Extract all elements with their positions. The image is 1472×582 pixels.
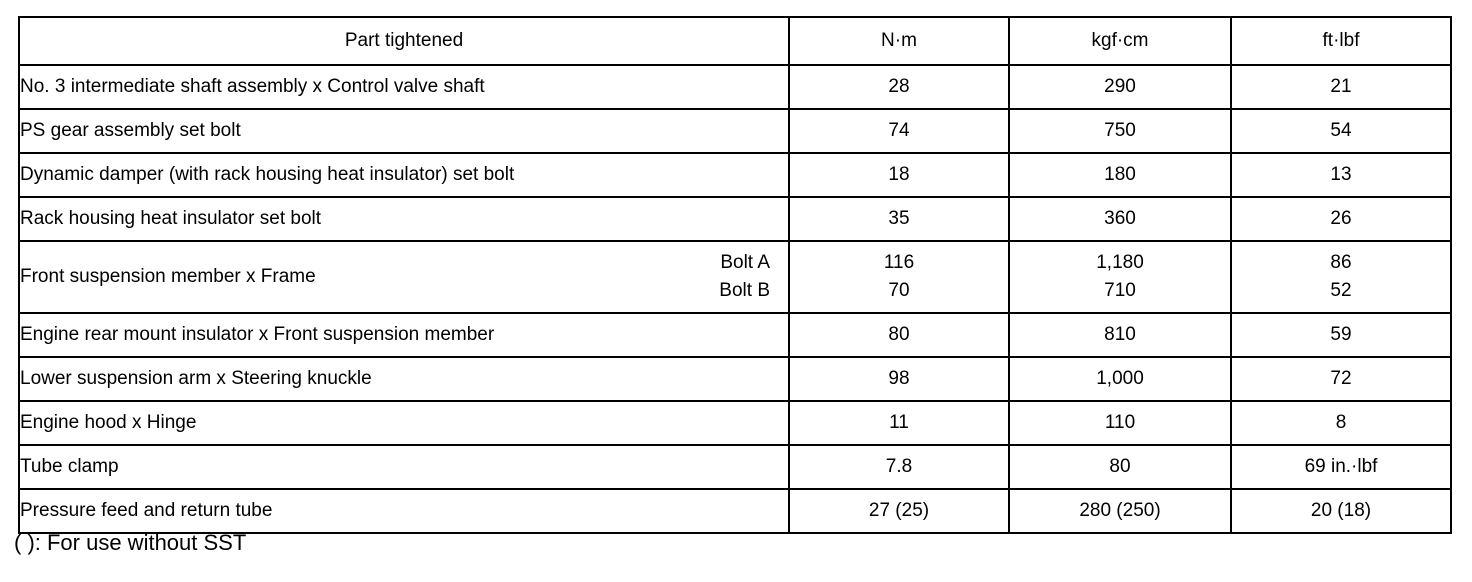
row-value-ftlbf: [1231, 241, 1451, 313]
table-footnote: ( ): For use without SST: [14, 530, 247, 555]
row-part-name: Lower suspension arm x Steering knuckle: [19, 357, 789, 401]
table-row: [19, 109, 1451, 153]
row-part-name: Pressure feed and return tube: [19, 489, 789, 533]
row-value-kgfcm: 750: [1009, 109, 1231, 153]
row-part-name: PS gear assembly set bolt: [19, 109, 789, 153]
row-value-ftlbf: 13: [1231, 153, 1451, 197]
bolt-a-value-ftlbf: 86: [1330, 252, 1352, 274]
row-value-nm: 80: [789, 313, 1009, 357]
row-value-nm: 27 (25): [789, 489, 1009, 533]
row-value-kgfcm: 1,000: [1009, 357, 1231, 401]
row-value-kgfcm: 810: [1009, 313, 1231, 357]
row-value-ftlbf: 20 (18): [1231, 489, 1451, 533]
row-value-ftlbf: 72: [1231, 357, 1451, 401]
row-value-ftlbf: 21: [1231, 65, 1451, 109]
row-part-name: No. 3 intermediate shaft assembly x Control valve shaft: [19, 65, 789, 109]
table-row: [19, 357, 1451, 401]
bolt-a-value-nm: 116: [883, 252, 915, 274]
bolt-a-label: Bolt A: [720, 252, 770, 274]
table-row: [19, 197, 1451, 241]
torque-table: [18, 16, 1452, 534]
row-value-kgfcm: 110: [1009, 401, 1231, 445]
table-row: [19, 313, 1451, 357]
table-row: [19, 153, 1451, 197]
table-row: [19, 445, 1451, 489]
row-value-ftlbf: 69 in.·lbf: [1231, 445, 1451, 489]
bolt-b-value-kgfcm: 710: [1104, 280, 1136, 301]
row-part-name-with-bolts: [19, 241, 789, 313]
table-row: [19, 401, 1451, 445]
header-nm: N·m: [789, 17, 1009, 65]
bolt-b-value-nm: 70: [888, 280, 910, 301]
row-part-name: Rack housing heat insulator set bolt: [19, 197, 789, 241]
row-value-nm: 35: [789, 197, 1009, 241]
bolt-b-label: Bolt B: [719, 280, 770, 301]
bolt-b-value-ftlbf: 52: [1330, 280, 1352, 301]
row-value-kgfcm: 290: [1009, 65, 1231, 109]
row-value-nm: 7.8: [789, 445, 1009, 489]
row-value-ftlbf: 54: [1231, 109, 1451, 153]
row-value-kgfcm: 360: [1009, 197, 1231, 241]
row-value-nm: 28: [789, 65, 1009, 109]
table-row: [19, 489, 1451, 533]
header-part-tightened: Part tightened: [19, 17, 789, 65]
table-row-front-suspension-member: [19, 241, 1451, 313]
row-part-name: Front suspension member x Frame: [20, 266, 316, 287]
row-value-nm: [789, 241, 1009, 313]
header-kgfcm: kgf·cm: [1009, 17, 1231, 65]
header-ftlbf: ft·lbf: [1231, 17, 1451, 65]
row-value-nm: 11: [789, 401, 1009, 445]
table-header-row: [19, 17, 1451, 65]
row-value-ftlbf: 26: [1231, 197, 1451, 241]
row-value-ftlbf: 59: [1231, 313, 1451, 357]
row-value-nm: 74: [789, 109, 1009, 153]
row-value-ftlbf: 8: [1231, 401, 1451, 445]
torque-spec-sheet: [18, 16, 1450, 534]
bolt-labels: [719, 249, 770, 304]
row-value-kgfcm: 280 (250): [1009, 489, 1231, 533]
row-value-nm: 98: [789, 357, 1009, 401]
row-value-kgfcm: 80: [1009, 445, 1231, 489]
table-row: [19, 65, 1451, 109]
row-part-name: Engine hood x Hinge: [19, 401, 789, 445]
row-value-nm: 18: [789, 153, 1009, 197]
row-part-name: Engine rear mount insulator x Front suspension member: [19, 313, 789, 357]
row-value-kgfcm: [1009, 241, 1231, 313]
bolt-a-value-kgfcm: 1,180: [1096, 252, 1144, 274]
row-part-name: Dynamic damper (with rack housing heat insulator) set bolt: [19, 153, 789, 197]
row-part-name: Tube clamp: [19, 445, 789, 489]
row-value-kgfcm: 180: [1009, 153, 1231, 197]
